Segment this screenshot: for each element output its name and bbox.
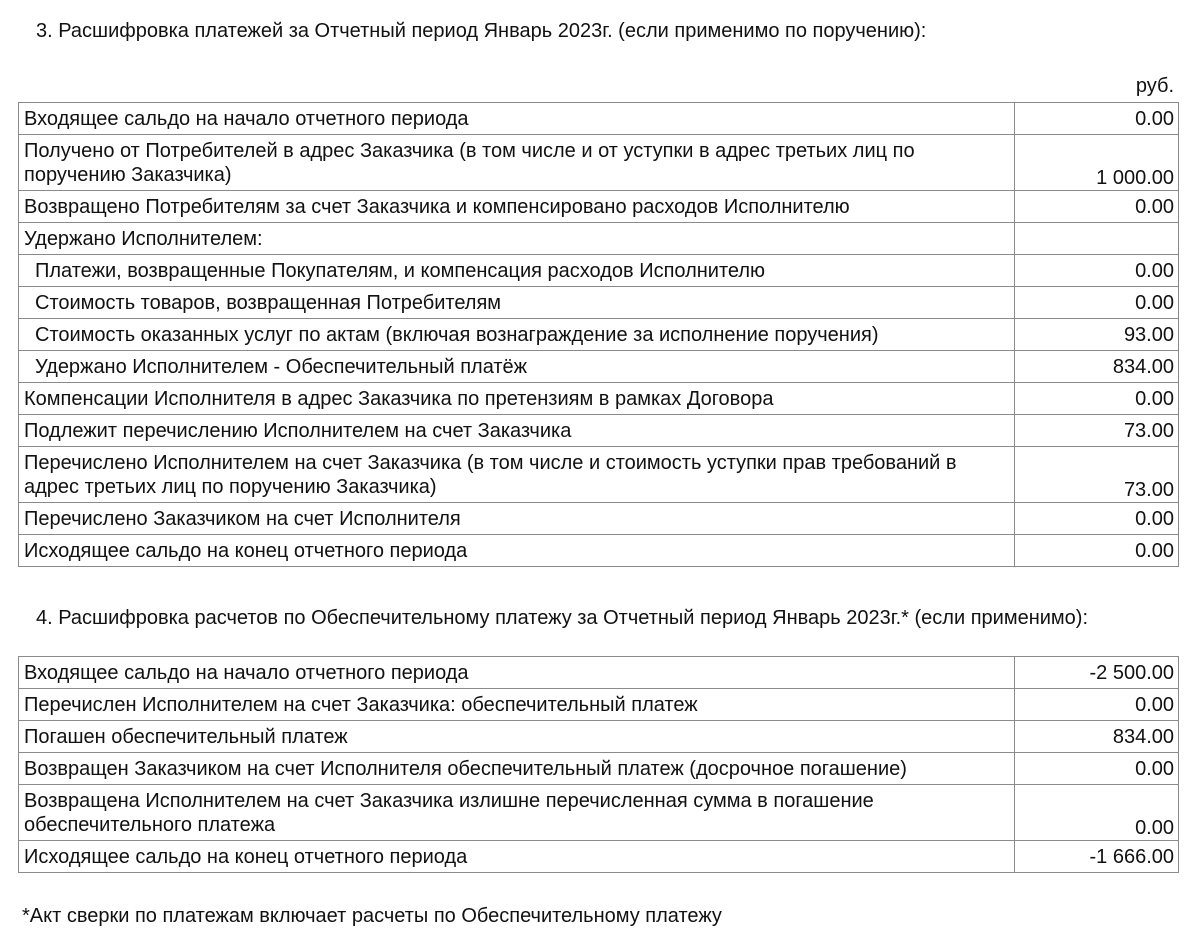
table-row (19, 535, 1179, 567)
row-label: Входящее сальдо на начало отчетного периода (19, 657, 1015, 689)
row-value: 834.00 (1015, 721, 1179, 753)
row-label: Стоимость товаров, возвращенная Потребителям (19, 287, 1015, 319)
table-row (19, 135, 1179, 191)
row-label: Исходящее сальдо на конец отчетного периода (19, 841, 1015, 873)
row-label: Получено от Потребителей в адрес Заказчика (в том числе и от уступки в адрес третьих лиц по поручению Заказчика) (19, 135, 1015, 191)
table-row (19, 223, 1179, 255)
row-value: 0.00 (1015, 503, 1179, 535)
row-label: Перечислено Заказчиком на счет Исполнителя (19, 503, 1015, 535)
row-label: Возвращена Исполнителем на счет Заказчика излишне перечисленная сумма в погашение обеспечительного платежа (19, 785, 1015, 841)
section-3-title: 3. Расшифровка платежей за Отчетный период Январь 2023г. (если применимо по поручению): (36, 20, 927, 42)
row-value: 73.00 (1015, 415, 1179, 447)
table-row (19, 351, 1179, 383)
row-label: Входящее сальдо на начало отчетного периода (19, 103, 1015, 135)
table-row (19, 841, 1179, 873)
payments-breakdown-table (18, 102, 1179, 567)
currency-unit: руб. (1135, 75, 1174, 97)
table-row (19, 255, 1179, 287)
row-value: 0.00 (1015, 287, 1179, 319)
table-row (19, 191, 1179, 223)
row-label: Удержано Исполнителем - Обеспечительный платёж (19, 351, 1015, 383)
row-value: -2 500.00 (1015, 657, 1179, 689)
row-value: 0.00 (1015, 383, 1179, 415)
row-value (1015, 223, 1179, 255)
table-row (19, 657, 1179, 689)
row-value: 0.00 (1015, 191, 1179, 223)
row-value: 834.00 (1015, 351, 1179, 383)
row-label: Компенсации Исполнителя в адрес Заказчика по претензиям в рамках Договора (19, 383, 1015, 415)
row-label: Платежи, возвращенные Покупателям, и компенсация расходов Исполнителю (19, 255, 1015, 287)
row-label: Погашен обеспечительный платеж (19, 721, 1015, 753)
row-label: Подлежит перечислению Исполнителем на счет Заказчика (19, 415, 1015, 447)
table-row (19, 415, 1179, 447)
table-row (19, 319, 1179, 351)
security-payment-table (18, 656, 1179, 873)
row-value: 0.00 (1015, 753, 1179, 785)
row-label: Возвращено Потребителям за счет Заказчика и компенсировано расходов Исполнителю (19, 191, 1015, 223)
row-value: 93.00 (1015, 319, 1179, 351)
row-label: Стоимость оказанных услуг по актам (включая вознаграждение за исполнение поручения) (19, 319, 1015, 351)
row-label: Перечислено Исполнителем на счет Заказчика (в том числе и стоимость уступки прав требований в адрес третьих лиц по поручению Заказчика) (19, 447, 1015, 503)
row-value: 1 000.00 (1015, 135, 1179, 191)
row-label: Возвращен Заказчиком на счет Исполнителя обеспечительный платеж (досрочное погашение) (19, 753, 1015, 785)
table-row (19, 447, 1179, 503)
row-value: 0.00 (1015, 535, 1179, 567)
row-label: Перечислен Исполнителем на счет Заказчика: обеспечительный платеж (19, 689, 1015, 721)
table-row (19, 753, 1179, 785)
row-label: Удержано Исполнителем: (19, 223, 1015, 255)
row-label: Исходящее сальдо на конец отчетного периода (19, 535, 1015, 567)
row-value: 73.00 (1015, 447, 1179, 503)
table-row (19, 689, 1179, 721)
section-4-title: 4. Расшифровка расчетов по Обеспечительному платежу за Отчетный период Январь 2023г.* (если применимо): (36, 607, 1089, 629)
table-row (19, 721, 1179, 753)
row-value: 0.00 (1015, 785, 1179, 841)
table-row (19, 103, 1179, 135)
row-value: 0.00 (1015, 255, 1179, 287)
row-value: 0.00 (1015, 103, 1179, 135)
table-row (19, 383, 1179, 415)
footnote: *Акт сверки по платежам включает расчеты по Обеспечительному платежу (22, 905, 722, 927)
row-value: -1 666.00 (1015, 841, 1179, 873)
row-value: 0.00 (1015, 689, 1179, 721)
table-row (19, 287, 1179, 319)
table-row (19, 503, 1179, 535)
table-row (19, 785, 1179, 841)
